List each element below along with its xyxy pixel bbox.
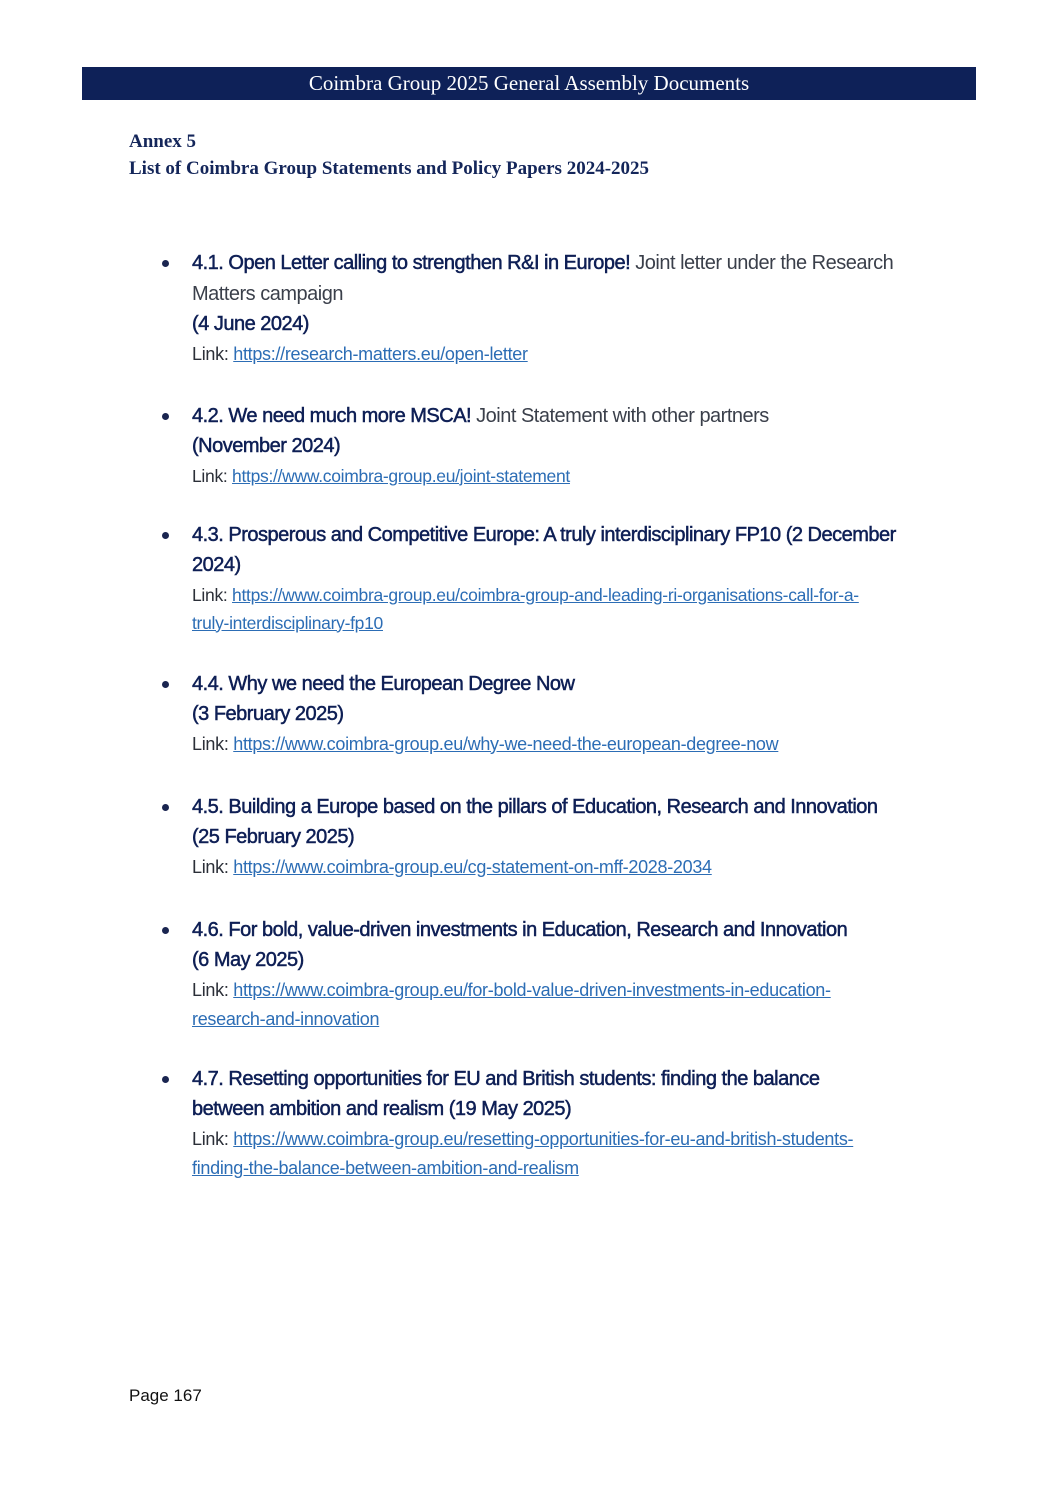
item-date: (6 May 2025) bbox=[192, 949, 304, 971]
item-link[interactable]: https://www.coimbra-group.eu/coimbra-group-and-leading-ri-organisations-call-for-a- bbox=[232, 584, 859, 605]
bullet-icon bbox=[162, 532, 169, 539]
annex-title: List of Coimbra Group Statements and Policy Papers 2024-2025 bbox=[129, 158, 650, 179]
item-title: 4.2. We need much more MSCA! bbox=[192, 404, 472, 427]
link-label: Link: bbox=[192, 856, 234, 877]
item-link-cont[interactable]: finding-the-balance-between-ambition-and-realism bbox=[192, 1157, 579, 1178]
item-link[interactable]: https://www.coimbra-group.eu/cg-statement-on-mff-2028-2034 bbox=[233, 856, 712, 877]
item-title: 4.7. Resetting opportunities for EU and British students: finding the balance bbox=[192, 1067, 820, 1090]
item-date: (3 February 2025) bbox=[192, 703, 344, 725]
list-item bbox=[160, 669, 980, 759]
item-title: 4.4. Why we need the European Degree Now bbox=[192, 672, 575, 695]
link-label: Link: bbox=[192, 979, 234, 1000]
item-date: (November 2024) bbox=[192, 435, 341, 457]
item-title-cont: 2024) bbox=[192, 554, 241, 576]
bullet-icon bbox=[162, 804, 169, 811]
item-link[interactable]: https://www.coimbra-group.eu/why-we-need-the-european-degree-now bbox=[233, 733, 779, 754]
item-description: Joint Statement with other partners bbox=[471, 404, 769, 427]
list-item bbox=[160, 401, 980, 490]
list-item bbox=[160, 248, 980, 369]
annex-heading bbox=[129, 128, 649, 182]
page-number: Page 167 bbox=[129, 1386, 202, 1405]
item-title: 4.5. Building a Europe based on the pillars of Education, Research and Innovation bbox=[192, 795, 878, 818]
list-item bbox=[160, 1064, 980, 1183]
link-label: Link: bbox=[192, 465, 233, 486]
header-title: Coimbra Group 2025 General Assembly Documents bbox=[308, 71, 750, 95]
item-date: (25 February 2025) bbox=[192, 826, 355, 848]
item-link[interactable]: https://www.coimbra-group.eu/resetting-opportunities-for-eu-and-british-students- bbox=[233, 1128, 854, 1149]
annex-label: Annex 5 bbox=[129, 131, 197, 152]
document-header-band bbox=[82, 67, 976, 100]
item-link-cont[interactable]: research-and-innovation bbox=[192, 1008, 380, 1029]
bullet-icon bbox=[162, 260, 169, 267]
item-link[interactable]: https://research-matters.eu/open-letter bbox=[233, 343, 528, 364]
bullet-icon bbox=[162, 1076, 169, 1083]
item-title: 4.3. Prosperous and Competitive Europe: A truly interdisciplinary FP10 (2 December bbox=[192, 523, 896, 546]
bullet-icon bbox=[162, 413, 169, 420]
bullet-icon bbox=[162, 681, 169, 688]
link-label: Link: bbox=[192, 1128, 234, 1149]
statements-list bbox=[160, 248, 980, 1183]
list-item bbox=[160, 520, 980, 637]
item-title: 4.6. For bold, value-driven investments in Education, Research and Innovation bbox=[192, 918, 848, 941]
link-label: Link: bbox=[192, 733, 234, 754]
link-label: Link: bbox=[192, 584, 233, 605]
item-title-cont: between ambition and realism (19 May 2025) bbox=[192, 1098, 572, 1120]
item-link[interactable]: https://www.coimbra-group.eu/for-bold-value-driven-investments-in-education- bbox=[233, 979, 831, 1000]
list-item bbox=[160, 915, 980, 1034]
item-link-cont[interactable]: truly-interdisciplinary-fp10 bbox=[192, 612, 383, 633]
item-title: 4.1. Open Letter calling to strengthen R&I in Europe! bbox=[192, 252, 631, 274]
list-item bbox=[160, 792, 980, 882]
link-label: Link: bbox=[192, 343, 234, 364]
item-description: Joint letter under the Research bbox=[630, 252, 894, 274]
bullet-icon bbox=[162, 927, 169, 934]
item-description-cont: Matters campaign bbox=[192, 282, 343, 305]
item-date: (4 June 2024) bbox=[192, 313, 309, 335]
item-link[interactable]: https://www.coimbra-group.eu/joint-statement bbox=[232, 465, 570, 486]
